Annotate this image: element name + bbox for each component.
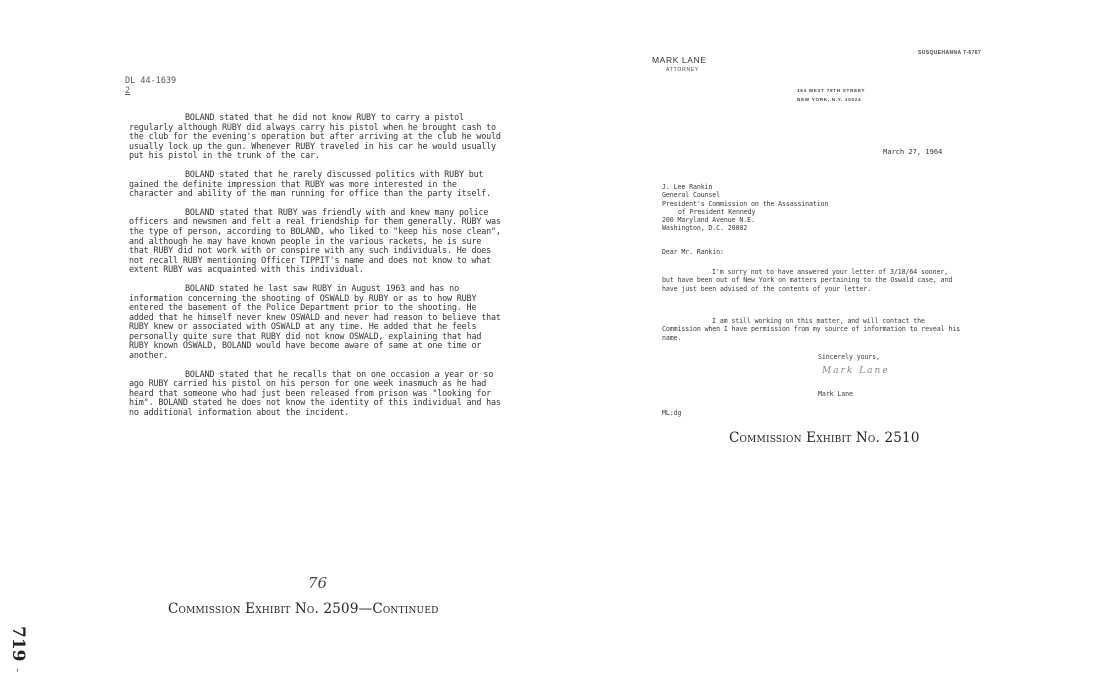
letterhead-name: MARK LANE (652, 55, 707, 65)
report-paragraph: BOLAND stated he last saw RUBY in August 1963 and has no information concerning the shooting of OSWALD by RUBY or as to how RUBY entered the basement of the Police Department prior to the shooting. He added that he himself never knew OSWALD and never had reason to believe that RUBY knew or associated with OSWALD at any time. He added that he feels personally quite sure that RUBY did not know OSWALD, explaining that had RUBY known OSWALD, BOLAND would have become aware of same at one time or another. (129, 282, 501, 361)
recipient-line: Washington, D.C. 20002 (662, 224, 748, 233)
handwritten-page-number: 76 (308, 574, 328, 592)
exhibit-caption-2509: Commission Exhibit No. 2509—Continued (168, 601, 439, 617)
page-marker: 2 (125, 86, 131, 96)
address-line: NEW YORK, N.Y. 10024 (797, 97, 862, 102)
recipient-line: General Counsel (662, 191, 721, 200)
file-number: DL 44-1639 (125, 76, 177, 86)
report-paragraph: BOLAND stated that he recalls that on one occasion a year or so ago RUBY carried his pistol on his person for one week inasmuch as he had heard that someone who had just been released from prison was "looking for him". BOLAND stated he does not know the identity of this individual and has no additional information about the incident. (129, 368, 501, 418)
letter-date: March 27, 1964 (883, 147, 943, 156)
report-body (129, 113, 501, 427)
page-mark: ' (16, 668, 19, 679)
exhibit-caption-2510: Commission Exhibit No. 2510 (729, 430, 920, 446)
report-header (125, 76, 176, 96)
address-line: 164 WEST 79TH STREET (797, 88, 866, 93)
recipient-line: 200 Maryland Avenue N.E. (662, 216, 755, 225)
letterhead-phone: SUSQUEHANNA 7-6767 (918, 50, 982, 56)
recipient-line: J. Lee Rankin (662, 183, 713, 191)
recipient-block (662, 183, 902, 233)
letter-paragraph: I am still working on this matter, and will contact the Commission when I have permission from my source of information to reveal his name. (662, 317, 960, 342)
report-paragraph: BOLAND stated that RUBY was friendly with and knew many police officers and newsmen and felt a real friendship for them generally. RUBY was the type of person, according to BOLAND, who liked to "keep his nose clean", and although he may have known people in the various rackets, he is sure that RUBY did not work with or conspire with any such individuals. He does not recall RUBY mentioning Officer TIPPIT's name and does not know to what extent RUBY was acquainted with this individual. (129, 206, 501, 275)
typist-initials: ML:dg (662, 409, 682, 417)
recipient-line: of President Kennedy (678, 207, 756, 216)
report-paragraph: BOLAND stated that he rarely discussed politics with RUBY but gained the definite impression that RUBY was more interested in the character and ability of the man running for office than the party itself. (129, 168, 492, 199)
letterhead-title: ATTORNEY (666, 67, 700, 73)
letter-closing: Sincerely yours, (818, 353, 880, 361)
letter-paragraph: I'm sorry not to have answered your letter of 3/18/64 sooner, but have been out of New York on matters pertaining to the Oswald case, and have just been advised of the contents of your letter. (662, 268, 953, 293)
signer-name: Mark Lane (818, 390, 853, 398)
salutation: Dear Mr. Rankin: (662, 248, 724, 256)
letterhead-address (797, 86, 865, 104)
recipient-line: President's Commission on the Assassination (662, 199, 829, 208)
page-number: 719 (8, 626, 28, 662)
handwritten-signature: Mark Lane (822, 366, 890, 376)
report-paragraph: BOLAND stated that he did not know RUBY to carry a pistol regularly although RUBY did always carry his pistol when he brought cash to the club for the evening's operation but after arriving at the club he would usually lock up the gun. Whenever RUBY traveled in his car he would usually put his pistol in the trunk of the car. (129, 112, 501, 161)
